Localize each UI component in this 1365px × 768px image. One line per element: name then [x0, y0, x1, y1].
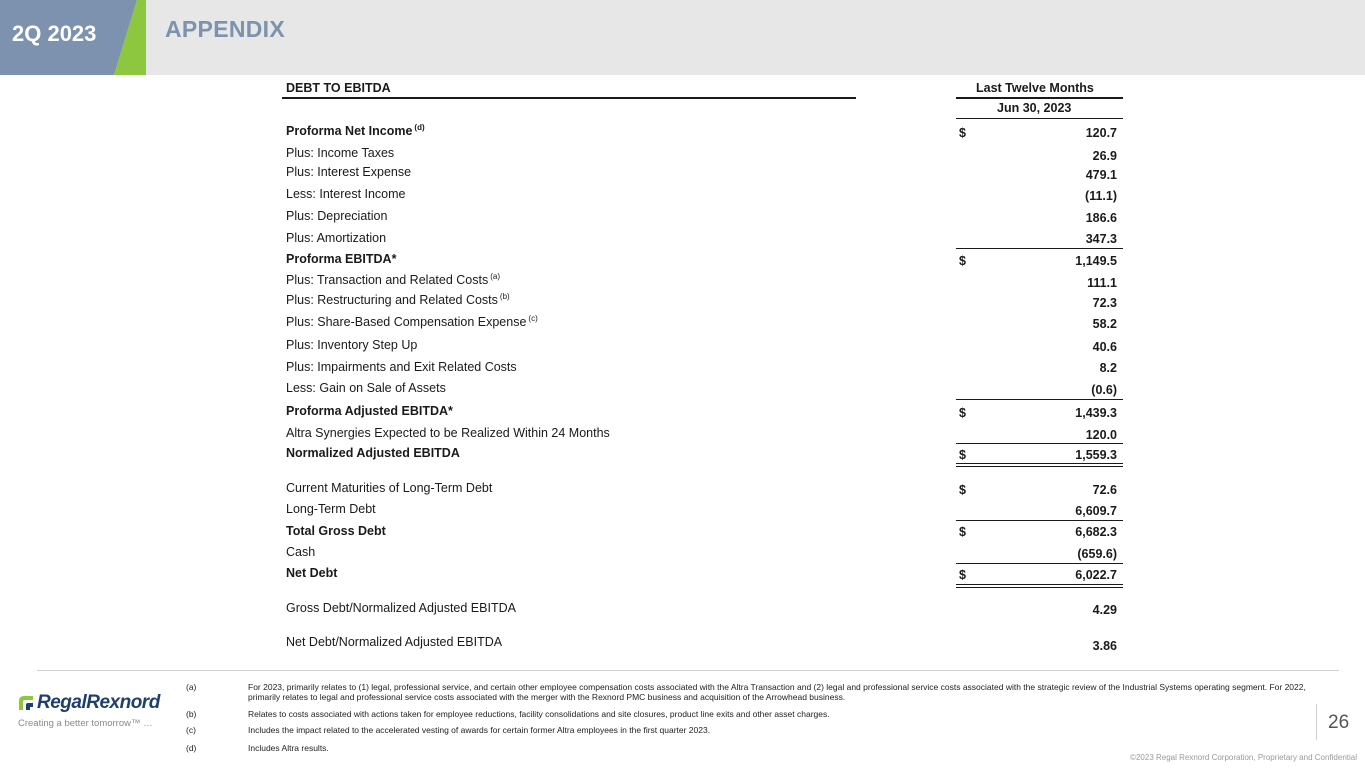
subtotal-rule	[956, 563, 1123, 564]
currency-symbol: $	[959, 254, 966, 268]
row-value: 1,149.5	[1075, 254, 1117, 268]
row-value: 186.6	[1085, 211, 1117, 225]
currency-symbol: $	[959, 448, 966, 462]
table-title: DEBT TO EBITDA	[286, 81, 391, 95]
footnote-key: (c)	[186, 725, 196, 735]
row-value: (659.6)	[1077, 547, 1117, 561]
row-label: Plus: Transaction and Related Costs $^{(a)}$	[286, 272, 500, 287]
row-label: Plus: Depreciation	[286, 209, 388, 223]
footnote-text: For 2023, primarily relates to (1) legal, professional service, and certain other employee compensation costs associated with the Altra Transaction and (2) legal and professional service costs associated with the strategic review of the Industrial Systems operating segment. For 2022, primarily relates to legal and professional service costs associated with the merger with the Rexnord PMC business and acquisition of the Arrowhead business.	[248, 682, 1306, 702]
row-label: Less: Gain on Sale of Assets	[286, 381, 446, 395]
logo-mark-icon	[18, 695, 34, 711]
row-value: 6,022.7	[1075, 568, 1117, 582]
double-rule-top	[956, 463, 1123, 464]
subtotal-rule	[956, 443, 1123, 444]
row-value: 6,609.7	[1075, 504, 1117, 518]
row-label: Proforma Adjusted EBITDA*	[286, 404, 453, 418]
copyright-notice: ©2023 Regal Rexnord Corporation, Proprietary and Confidential	[1130, 753, 1357, 762]
row-value: 347.3	[1085, 232, 1117, 246]
row-label: Total Gross Debt	[286, 524, 386, 538]
period-underline	[956, 97, 1123, 99]
row-value: 120.0	[1085, 428, 1117, 442]
row-value: (0.6)	[1091, 383, 1117, 397]
row-value: 3.86	[1092, 639, 1117, 653]
footnote-text: Includes the impact related to the accelerated vesting of awards for certain former Altra employees in the first quarter 2023.	[248, 725, 711, 735]
footnote-key: (d)	[186, 743, 197, 753]
row-label: Long-Term Debt	[286, 502, 376, 516]
row-value: 111.1	[1087, 276, 1117, 290]
row-label: Plus: Restructuring and Related Costs $^{(b)}$	[286, 292, 510, 307]
double-rule-top	[956, 584, 1123, 585]
subtotal-rule	[956, 248, 1123, 249]
subtotal-rule	[956, 399, 1123, 400]
row-value: 40.6	[1092, 340, 1117, 354]
page-number-divider	[1316, 704, 1317, 740]
row-value: 72.6	[1092, 483, 1117, 497]
row-value: 1,559.3	[1075, 448, 1117, 462]
row-label: Less: Interest Income	[286, 187, 406, 201]
row-value: 26.9	[1092, 149, 1117, 163]
row-label: Proforma Net Income $^{(d)}$	[286, 123, 425, 138]
row-label: Plus: Inventory Step Up	[286, 338, 418, 352]
title-underline	[282, 97, 856, 99]
date-underline	[956, 118, 1123, 119]
row-label: Net Debt	[286, 566, 338, 580]
row-label: Plus: Amortization	[286, 231, 387, 245]
double-rule-bottom	[956, 466, 1123, 467]
row-label: Plus: Impairments and Exit Related Costs	[286, 360, 517, 374]
row-value: 58.2	[1092, 317, 1117, 331]
row-label: Plus: Share-Based Compensation Expense $^{(c)}$	[286, 314, 538, 329]
row-value: 6,682.3	[1075, 525, 1117, 539]
footnote-text: Includes Altra results.	[248, 743, 329, 753]
double-rule-bottom	[956, 587, 1123, 588]
row-label: Cash	[286, 545, 316, 559]
row-value: (11.1)	[1085, 189, 1117, 203]
row-label: Altra Synergies Expected to be Realized Within 24 Months	[286, 426, 610, 440]
subtotal-rule	[956, 520, 1123, 521]
page-title: APPENDIX	[165, 16, 285, 42]
period-date: Jun 30, 2023	[997, 101, 1072, 115]
row-value: 1,439.3	[1075, 406, 1117, 420]
footnote-text: Relates to costs associated with actions taken for employee reductions, facility consolidations and site closures, product line exits and other asset charges.	[248, 709, 830, 719]
footer-divider	[37, 670, 1339, 671]
row-label: Plus: Interest Expense	[286, 165, 412, 179]
row-label: Net Debt/Normalized Adjusted EBITDA	[286, 635, 503, 649]
row-label: Gross Debt/Normalized Adjusted EBITDA	[286, 601, 516, 615]
logo-tagline: Creating a better tomorrow™ …	[18, 718, 153, 729]
logo-wordmark: RegalRexnord	[37, 692, 160, 713]
row-value: 4.29	[1092, 603, 1117, 617]
row-label: Plus: Income Taxes	[286, 146, 395, 160]
footnote-key: (a)	[186, 682, 197, 692]
period-header: Last Twelve Months	[976, 81, 1094, 95]
row-value: 120.7	[1085, 126, 1117, 140]
row-value: 8.2	[1099, 361, 1117, 375]
row-label: Normalized Adjusted EBITDA	[286, 446, 460, 460]
page-number: 26	[1328, 712, 1350, 733]
currency-symbol: $	[959, 126, 966, 140]
currency-symbol: $	[959, 525, 966, 539]
currency-symbol: $	[959, 483, 966, 497]
footnote-key: (b)	[186, 709, 197, 719]
currency-symbol: $	[959, 406, 966, 420]
row-label: Proforma EBITDA*	[286, 252, 397, 266]
quarter-label: 2Q 2023	[12, 21, 97, 46]
row-value: 479.1	[1085, 168, 1117, 182]
row-value: 72.3	[1092, 296, 1117, 310]
currency-symbol: $	[959, 568, 966, 582]
row-label: Current Maturities of Long-Term Debt	[286, 481, 493, 495]
